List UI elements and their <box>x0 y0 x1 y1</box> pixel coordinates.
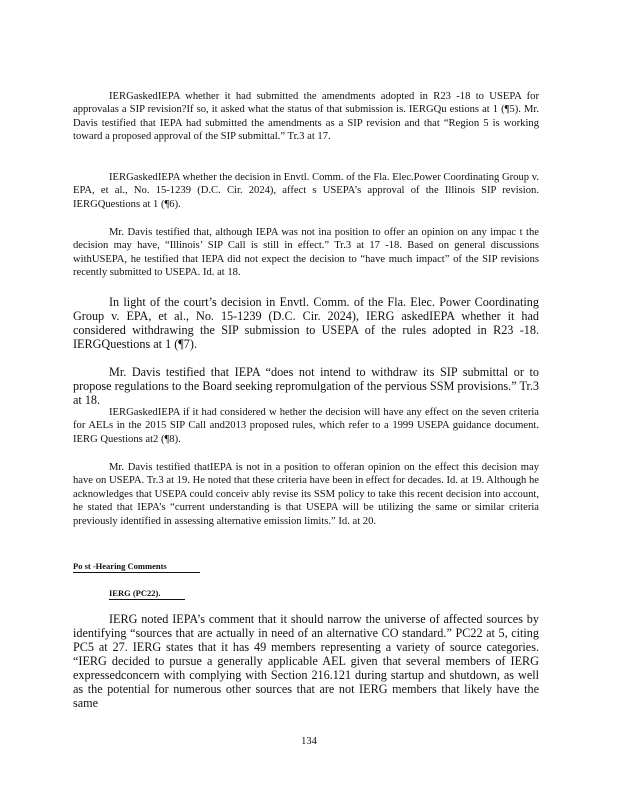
paragraph-sip-submission-question: IERGaskedIEPA whether it had submitted the amendments adopted in R23 -18 to USEPA for approvalas a SIP revision?If so, it asked what the status of that submission is. IERGQu estions at 1 (¶5). Mr. Davis testified that IEPA had submitted the amendments as a SIP revision and that “Region 5 is working toward a proposed approval of the SIP submittal.” Tr.3 at 17. <box>73 91 539 143</box>
paragraph-court-decision-question: IERGaskedIEPA whether the decision in Envtl. Comm. of the Fla. Elec.Power Coordinating Group v. EPA, et al., No. 15-1239 (D.C. Cir. 2024), affect s USEPA’s approval of the Illinois SIP revision. IERGQuestions at 1 (¶6). <box>73 172 539 210</box>
paragraph-davis-testimony-impact: Mr. Davis testified that, although IEPA was not ina position to offer an opinion on any impac t the decision may have, “Illinois’ SIP Call is still in effect.” Tr.3 at 17 -18. Based on general discussions withUSEPA, he testified that IEPA did not expect the decision to “have much impact” of the SIP revisions recently submitted to USEPA. Id. at 18. <box>73 227 539 279</box>
section-heading-post-hearing-comments: Po st -Hearing Comments <box>73 561 200 573</box>
paragraph-seven-criteria-question: IERGaskedIEPA if it had considered w hether the decision will have any effect on the seven criteria for AELs in the 2015 SIP Call and2013 proposed rules, which refer to a 1999 USEPA guidance document. IERG Questions at2 (¶8). <box>73 407 539 445</box>
paragraph-davis-criteria-testimony: Mr. Davis testified thatIEPA is not in a position to offeran opinion on the effect this decision may have on USEPA. Tr.3 at 19. He noted that these criteria have been in effect for decades. Id. at 19. Although he acknowledges that USEPA could conceiv ably revise its SSM policy to take this recent decision into account, he stated that IEPA’s “current understanding is that USEPA will be utilizing the same or similar criteria previously identified in assessing alternative emission limits.” Id. at 20. <box>73 462 539 527</box>
paragraph-davis-no-withdrawal: Mr. Davis testified that IEPA “does not intend to withdraw its SIP submittal or to propose regulations to the Board seeking repromulgation of the pervious SSM provisions.” Tr.3 at 18. <box>73 365 539 407</box>
subsection-heading-ierg-pc22: IERG (PC22). <box>109 588 185 600</box>
page-number: 134 <box>301 736 317 747</box>
paragraph-ierg-narrow-universe: IERG noted IEPA’s comment that it should narrow the universe of affected sources by identifying “sources that are actually in need of an alternative CO standard.” PC22 at 5, citing PC5 at 27. IERG states that it has 49 members representing a variety of source categories. “IERG decided to pursue a generally applicable AEL given that several members of IERG expressedconcern with complying with Section 216.121 during startup and shutdown, as well as the potential for numerous other sources that are not IERG members that likely have the same <box>73 612 539 710</box>
paragraph-withdrawal-question: In light of the court’s decision in Envtl. Comm. of the Fla. Elec. Power Coordinating Group v. EPA, et al., No. 15-1239 (D.C. Cir. 2024), IERG askedIEPA whether it had considered withdrawing the SIP submission to USEPA of the rules adopted in R23 -18. IERGQuestions at 1 (¶7). <box>73 295 539 351</box>
